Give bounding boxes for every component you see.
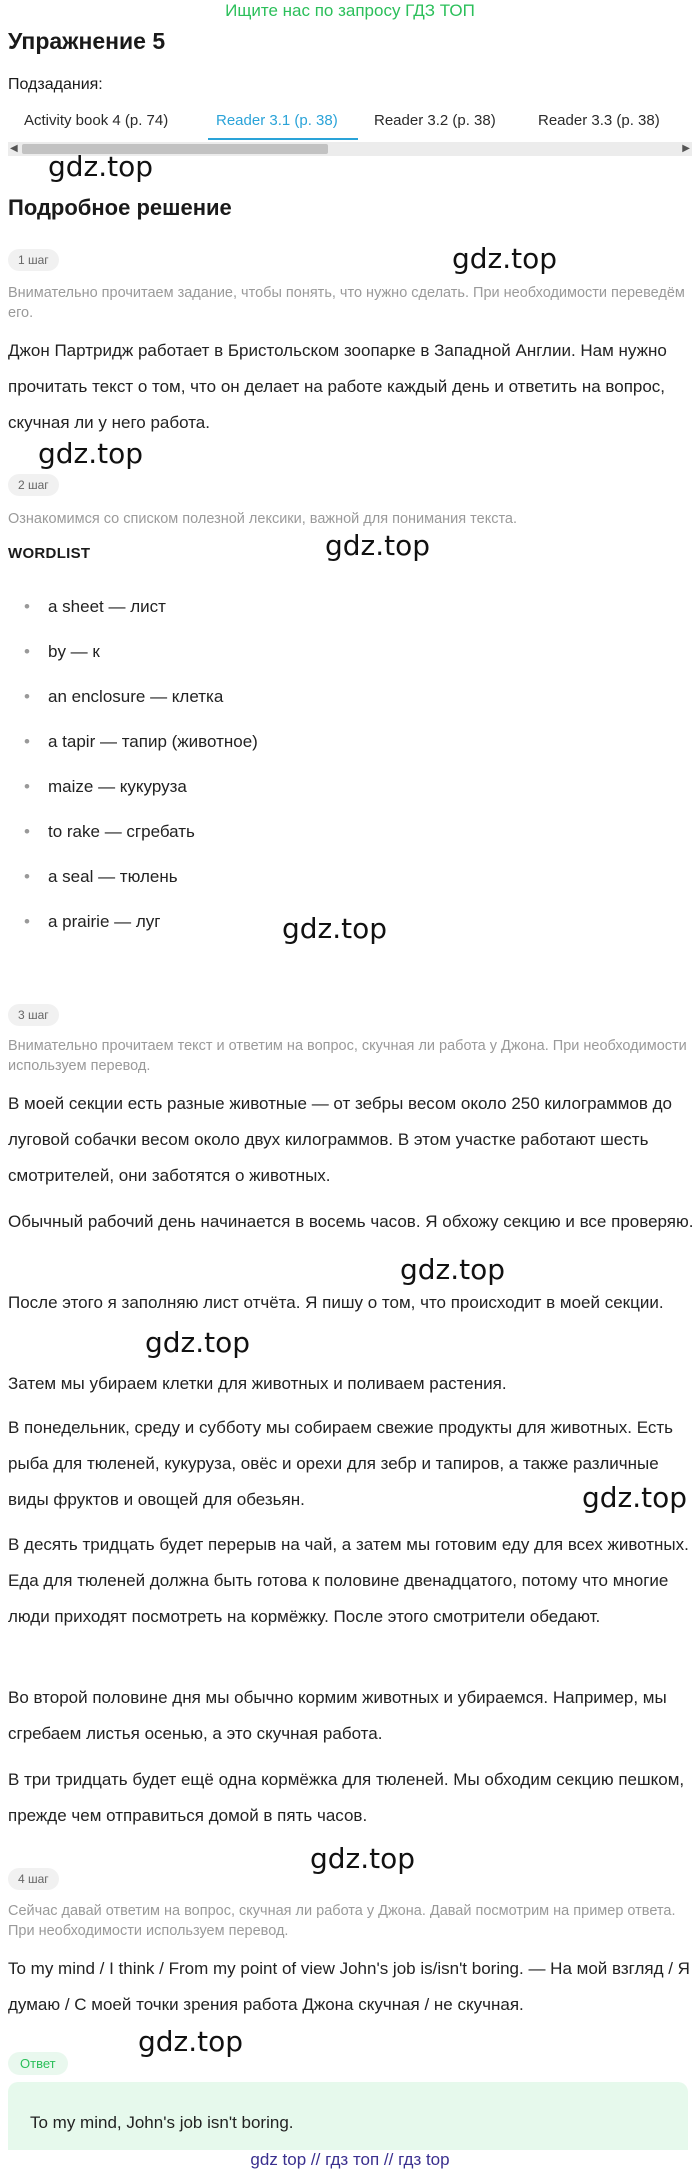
watermark: gdz.top (325, 529, 431, 562)
step-badge: 4 шаг (8, 1868, 59, 1890)
solution-heading: Подробное решение (8, 195, 232, 220)
subtasks-label: Подзадания: (8, 76, 103, 93)
bullet-icon: • (24, 687, 30, 706)
watermark: gdz.top (582, 1481, 688, 1514)
text-paragraph: В десять тридцать будет перерыв на чай, а затем мы готовим еду для всех животных. Еда для тюленей должна быть готова к половине двенадцатого, потому что многие люди приходят посмотреть на кормёжку. После этого смотрители обедают. (8, 1535, 689, 1626)
bullet-icon: • (24, 867, 30, 886)
watermark: gdz.top (48, 150, 154, 183)
list-item: a seal — тюлень (48, 867, 178, 886)
step-hint: Внимательно прочитаем текст и ответим на вопрос, скучная ли работа у Джона. При необходимости используем перевод. (8, 1038, 687, 1074)
watermark: gdz.top (400, 1253, 506, 1286)
text-paragraph: После этого я заполняю лист отчёта. Я пишу о том, что происходит в моей секции. (8, 1293, 664, 1312)
list-item: maize — кукуруза (48, 777, 187, 796)
bullet-icon: • (24, 777, 30, 796)
text-paragraph: Во второй половине дня мы обычно кормим животных и убираемся. Например, мы сгребаем листья осенью, а это скучная работа. (8, 1688, 667, 1743)
tab-reader-3-3[interactable]: Reader 3.3 (p. 38) (538, 112, 660, 129)
watermark: gdz.top (310, 1842, 416, 1875)
search-hint-link[interactable]: Ищите нас по запросу ГДЗ ТОП (225, 1, 475, 20)
text-paragraph: Затем мы убираем клетки для животных и поливаем растения. (8, 1374, 507, 1393)
list-item: a prairie — луг (48, 912, 161, 931)
bullet-icon: • (24, 822, 30, 841)
step-badge: 3 шаг (8, 1004, 59, 1026)
scroll-right-icon[interactable]: ▶ (682, 143, 690, 154)
wordlist-title: WORDLIST (8, 545, 91, 562)
text-paragraph: В три тридцать будет ещё одна кормёжка для тюленей. Мы обходим секцию пешком, прежде чем отправиться домой в пять часов. (8, 1770, 685, 1825)
list-item: to rake — сгребать (48, 822, 195, 841)
bullet-icon: • (24, 642, 30, 661)
text-paragraph: Обычный рабочий день начинается в восемь часов. Я обхожу секцию и все проверяю. (8, 1212, 694, 1231)
list-item: by — к (48, 642, 100, 661)
text-paragraph: В понедельник, среду и субботу мы собираем свежие продукты для животных. Есть рыба для тюленей, кукуруза, овёс и орехи для зебр и тапиров, а также различные виды фруктов и овощей для обезьян. (8, 1418, 674, 1509)
exercise-title: Упражнение 5 (8, 28, 166, 54)
tab-reader-3-1[interactable]: Reader 3.1 (p. 38) (216, 112, 338, 129)
watermark: gdz.top (138, 2025, 244, 2058)
step-badge: 1 шаг (8, 249, 59, 271)
watermark: gdz.top (145, 1326, 251, 1359)
step-hint: Ознакомимся со списком полезной лексики, важной для понимания текста. (8, 511, 518, 527)
step-text: To my mind / I think / From my point of view John's job is/isn't boring. — На мой взгляд / Я думаю / С моей точки зрения работа Джона скучная / не скучная. (8, 1959, 690, 2014)
text-paragraph: В моей секции есть разные животные — от зебры весом около 250 килограммов до луговой собачки весом около двух килограммов. В этом участке работают шесть смотрителей, они заботятся о животных. (8, 1094, 672, 1185)
watermark: gdz.top (452, 242, 558, 275)
bullet-icon: • (24, 597, 30, 616)
step-hint: Сейчас давай ответим на вопрос, скучная ли работа у Джона. Давай посмотрим на пример ответа. При необходимости используем перевод. (8, 1903, 676, 1939)
list-item: a tapir — тапир (животное) (48, 732, 258, 751)
bullet-icon: • (24, 732, 30, 751)
step-badge: 2 шаг (8, 474, 59, 496)
footer-links[interactable]: gdz top // гдз топ // гдз top (0, 2150, 700, 2170)
watermark: gdz.top (282, 912, 388, 945)
step-hint: Внимательно прочитаем задание, чтобы понять, что нужно сделать. При необходимости переведём его. (8, 285, 685, 321)
scroll-left-icon[interactable]: ◀ (10, 143, 18, 154)
step-text: Джон Партридж работает в Бристольском зоопарке в Западной Англии. Нам нужно прочитать текст о том, что он делает на работе каждый день и ответить на вопрос, скучная ли у него работа. (8, 341, 667, 432)
tab-activity-book-4[interactable]: Activity book 4 (p. 74) (24, 112, 169, 129)
active-tab-indicator (208, 138, 358, 140)
tab-reader-3-2[interactable]: Reader 3.2 (p. 38) (374, 112, 496, 129)
list-item: a sheet — лист (48, 597, 166, 616)
list-item: an enclosure — клетка (48, 687, 224, 706)
watermark: gdz.top (38, 437, 144, 470)
answer-text: To my mind, John's job isn't boring. (30, 2113, 294, 2132)
answer-badge: Ответ (8, 2052, 68, 2075)
bullet-icon: • (24, 912, 30, 931)
subtask-tabs (8, 104, 692, 142)
